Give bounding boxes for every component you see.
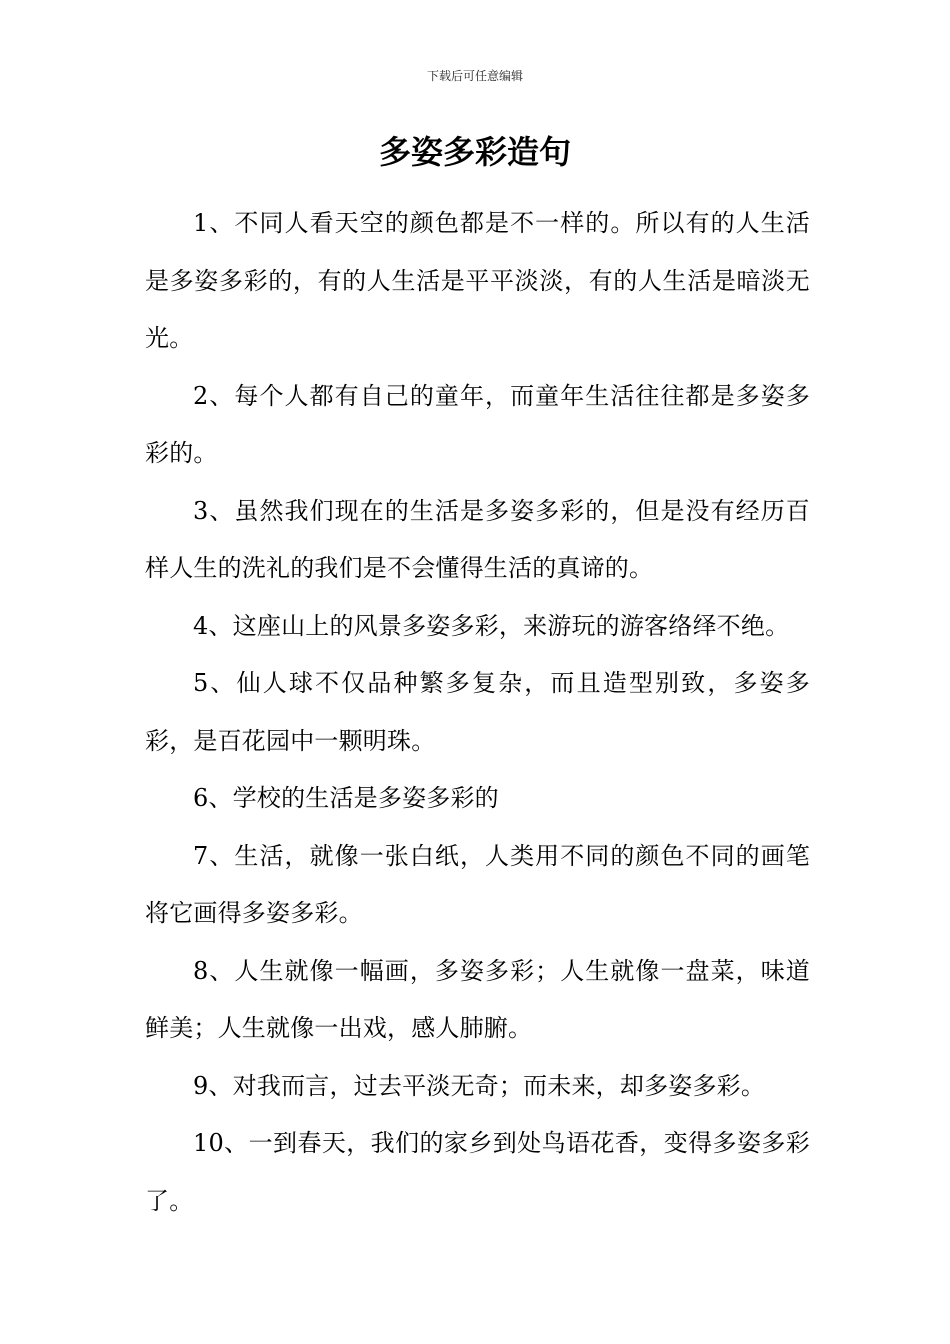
sentence-list <box>145 195 810 1230</box>
sentence-9: 9、对我而言，过去平淡无奇；而未来，却多姿多彩。 <box>193 1071 766 1100</box>
sentence-7: 7、生活，就像一张白纸，人类用不同的颜色不同的画笔将它画得多姿多彩。 <box>145 841 810 927</box>
sentence-6: 6、学校的生活是多姿多彩的 <box>193 784 499 812</box>
sentence-3: 3、虽然我们现在的生活是多姿多彩的，但是没有经历百样人生的洗礼的我们是不会懂得生活的真谛的。 <box>145 496 810 582</box>
header-note: 下载后可任意编辑 <box>426 69 523 83</box>
sentence-2: 2、每个人都有自己的童年，而童年生活往往都是多姿多彩的。 <box>145 381 810 467</box>
sentence-4: 4、这座山上的风景多姿多彩，来游玩的游客络绎不绝。 <box>193 611 790 640</box>
sentence-8: 8、人生就像一幅画，多姿多彩；人生就像一盘菜，味道鲜美；人生就像一出戏，感人肺腑。 <box>145 956 810 1042</box>
document-title: 多姿多彩造句 <box>378 133 571 171</box>
sentence-5: 5、仙人球不仅品种繁多复杂，而且造型别致，多姿多彩，是百花园中一颗明珠。 <box>145 669 810 755</box>
sentence-10: 10、一到春天，我们的家乡到处鸟语花香，变得多姿多彩了。 <box>145 1129 810 1215</box>
sentence-1: 1、不同人看天空的颜色都是不一样的。所以有的人生活是多姿多彩的，有的人生活是平平淡淡，有的人生活是暗淡无光。 <box>145 209 810 352</box>
